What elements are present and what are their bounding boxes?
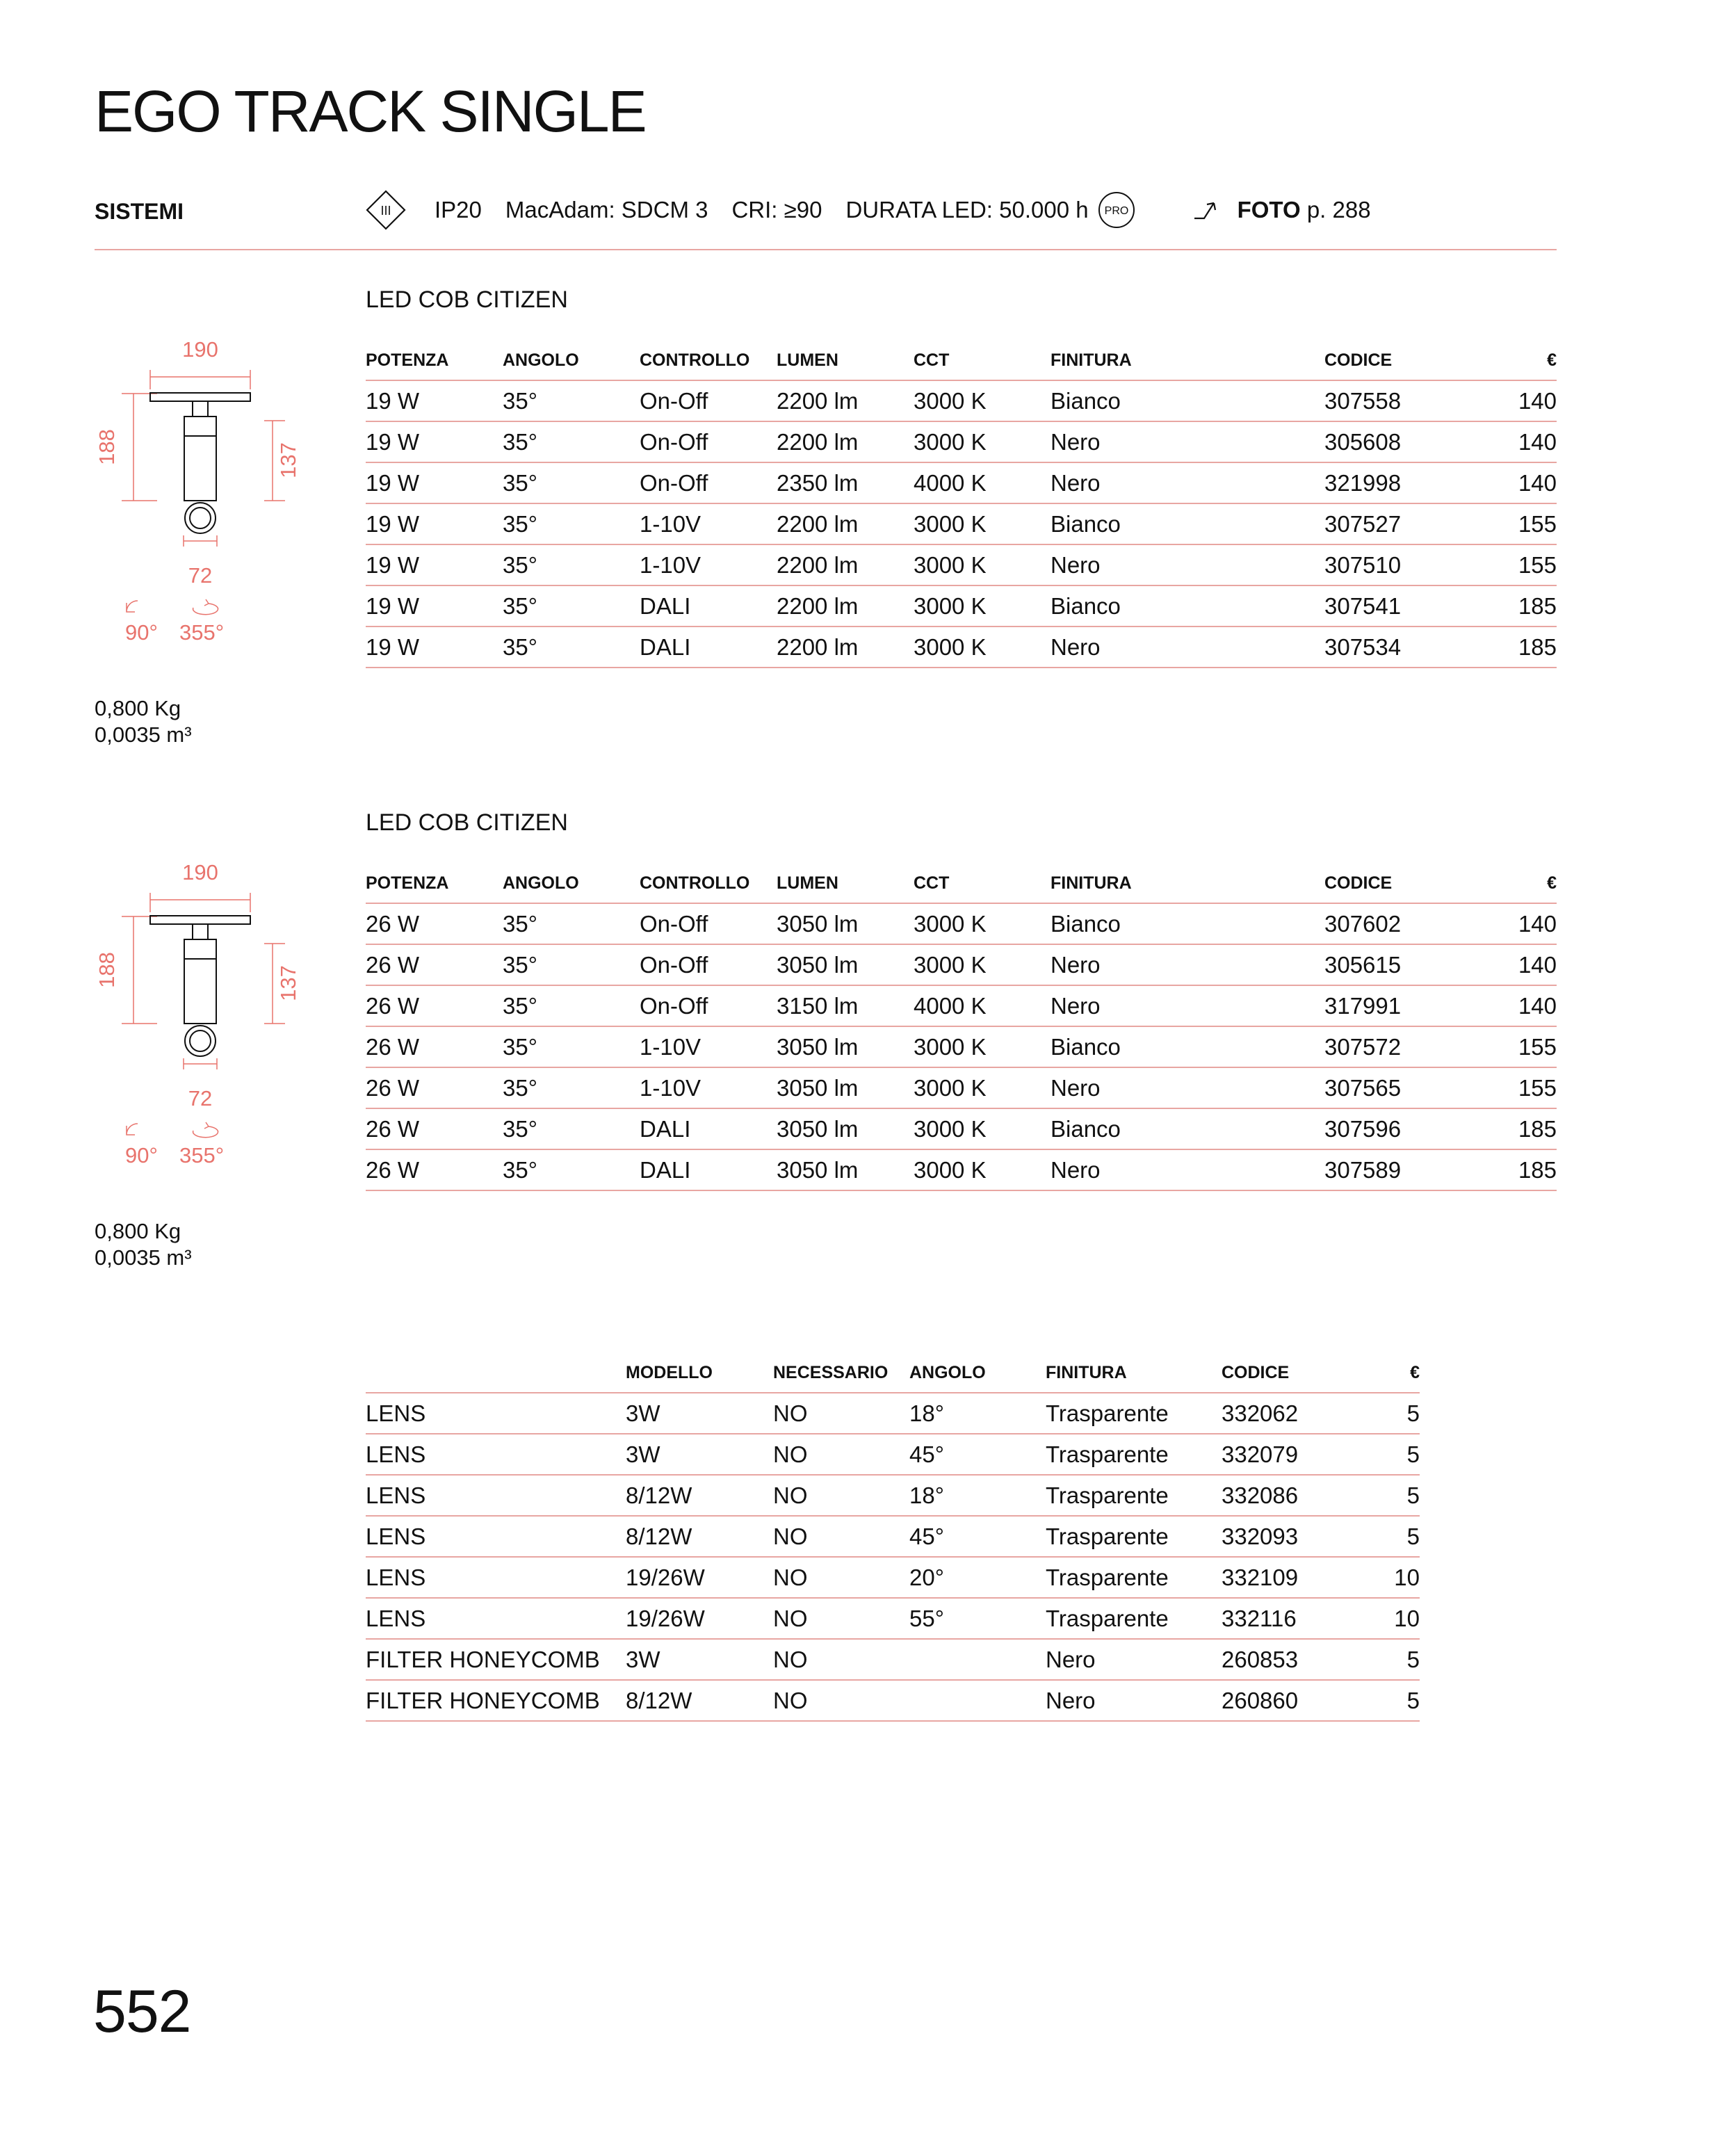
col-finitura: FINITURA: [1050, 864, 1324, 903]
svg-text:188: 188: [95, 952, 119, 988]
cell: 19 W: [366, 421, 503, 462]
cell: 19 W: [366, 503, 503, 544]
cell: 3050 lm: [777, 944, 914, 985]
cell: 3000 K: [914, 380, 1050, 421]
cell: 18°: [909, 1393, 1046, 1434]
cell: On-Off: [640, 421, 777, 462]
cell: 3000 K: [914, 1026, 1050, 1067]
col-lumen: LUMEN: [777, 341, 914, 380]
cell: 140: [1463, 944, 1557, 985]
col-lumen: LUMEN: [777, 864, 914, 903]
cell: 35°: [503, 421, 640, 462]
col-controllo: CONTROLLO: [640, 864, 777, 903]
cell: DALI: [640, 1108, 777, 1149]
cell: 35°: [503, 1108, 640, 1149]
cell: 3050 lm: [777, 1067, 914, 1108]
cell: 185: [1463, 1108, 1557, 1149]
svg-text:190: 190: [182, 860, 218, 884]
col-price: €: [1463, 341, 1557, 380]
cell: 155: [1463, 1067, 1557, 1108]
col-codice: CODICE: [1324, 864, 1463, 903]
cell: 2200 lm: [777, 503, 914, 544]
cell: 10: [1349, 1557, 1420, 1598]
foto-label: FOTO: [1237, 197, 1301, 223]
table-row: [366, 380, 1557, 421]
cell: Bianco: [1050, 380, 1324, 421]
cell: 8/12W: [626, 1516, 773, 1557]
table-row: [366, 1639, 1420, 1680]
cell: FILTER HONEYCOMB: [366, 1680, 626, 1721]
table-row: [366, 903, 1557, 944]
svg-text:90°: 90°: [125, 620, 158, 645]
cell: 307596: [1324, 1108, 1463, 1149]
cell: NO: [773, 1639, 909, 1680]
cell: 35°: [503, 1026, 640, 1067]
cell: 5: [1349, 1516, 1420, 1557]
cell: 155: [1463, 1026, 1557, 1067]
cell: LENS: [366, 1434, 626, 1475]
table-row: [366, 1598, 1420, 1639]
cell: LENS: [366, 1516, 626, 1557]
cell: 3000 K: [914, 627, 1050, 668]
svg-text:72: 72: [188, 563, 213, 588]
svg-text:355°: 355°: [179, 1143, 225, 1167]
cell: DALI: [640, 627, 777, 668]
cell: 35°: [503, 627, 640, 668]
svg-text:190: 190: [182, 337, 218, 362]
cell: 26 W: [366, 1067, 503, 1108]
cell: 3W: [626, 1434, 773, 1475]
cell: DALI: [640, 1149, 777, 1190]
cell: 185: [1463, 1149, 1557, 1190]
cell: Nero: [1050, 462, 1324, 503]
cell: 317991: [1324, 985, 1463, 1026]
cell: 19 W: [366, 380, 503, 421]
volume: 0,0035 m³: [95, 1245, 192, 1270]
col-angolo: ANGOLO: [503, 341, 640, 380]
table-row: [366, 1516, 1420, 1557]
cell: Nero: [1050, 544, 1324, 585]
table-row: [366, 1067, 1557, 1108]
cell: 305615: [1324, 944, 1463, 985]
cri-value: CRI: ≥90: [731, 197, 822, 223]
table-header-row: [366, 864, 1557, 903]
table-row: [366, 1149, 1557, 1190]
table-row: [366, 503, 1557, 544]
cell: Bianco: [1050, 1026, 1324, 1067]
cell: 35°: [503, 585, 640, 627]
svg-text:188: 188: [95, 429, 119, 465]
weight: 0,800 Kg: [95, 696, 181, 720]
cell: 26 W: [366, 944, 503, 985]
cell: 3W: [626, 1393, 773, 1434]
cell: 332079: [1222, 1434, 1349, 1475]
cell: 8/12W: [626, 1680, 773, 1721]
section-title: LED COB CITIZEN: [366, 286, 568, 313]
foto-link[interactable]: [1238, 197, 1371, 223]
weight: 0,800 Kg: [95, 1219, 181, 1243]
cell: 185: [1463, 585, 1557, 627]
cell: 45°: [909, 1516, 1046, 1557]
macadam-value: MacAdam: SDCM 3: [505, 197, 708, 223]
cell: LENS: [366, 1557, 626, 1598]
cell: 140: [1463, 462, 1557, 503]
cell: 35°: [503, 503, 640, 544]
cell: 55°: [909, 1598, 1046, 1639]
cell: 3050 lm: [777, 1026, 914, 1067]
cell: NO: [773, 1516, 909, 1557]
cell: 140: [1463, 985, 1557, 1026]
col-price: €: [1349, 1353, 1420, 1393]
cell: 332116: [1222, 1598, 1349, 1639]
cell: 260853: [1222, 1639, 1349, 1680]
cell: 26 W: [366, 985, 503, 1026]
accessories-table: [366, 1353, 1420, 1722]
svg-text:90°: 90°: [125, 1143, 158, 1167]
col-angolo: ANGOLO: [909, 1353, 1046, 1393]
cell: 45°: [909, 1434, 1046, 1475]
cell: 2200 lm: [777, 421, 914, 462]
col-cct: CCT: [914, 341, 1050, 380]
svg-text:137: 137: [276, 442, 300, 478]
cell: 19 W: [366, 627, 503, 668]
cell: 307527: [1324, 503, 1463, 544]
svg-text:72: 72: [188, 1086, 213, 1110]
cell: On-Off: [640, 462, 777, 503]
cell: 10: [1349, 1598, 1420, 1639]
table-row: [366, 1393, 1420, 1434]
cell: 3000 K: [914, 421, 1050, 462]
cell: 2200 lm: [777, 380, 914, 421]
table-row: [366, 944, 1557, 985]
cell: 3000 K: [914, 503, 1050, 544]
col-codice: CODICE: [1222, 1353, 1349, 1393]
cell: On-Off: [640, 944, 777, 985]
cell: Trasparente: [1046, 1393, 1222, 1434]
cell: 35°: [503, 1067, 640, 1108]
section-title: LED COB CITIZEN: [366, 809, 568, 836]
cell: Nero: [1050, 627, 1324, 668]
cell: 332086: [1222, 1475, 1349, 1516]
cell: 26 W: [366, 1108, 503, 1149]
cell: Trasparente: [1046, 1434, 1222, 1475]
col-cct: CCT: [914, 864, 1050, 903]
spec-bar: [365, 182, 1371, 238]
cell: On-Off: [640, 903, 777, 944]
cell: 307541: [1324, 585, 1463, 627]
cell: 2200 lm: [777, 544, 914, 585]
cell: 307602: [1324, 903, 1463, 944]
cell: 155: [1463, 544, 1557, 585]
cell: 140: [1463, 421, 1557, 462]
col-modello: MODELLO: [626, 1353, 773, 1393]
led-lifetime: DURATA LED: 50.000 h: [845, 197, 1089, 223]
foto-page: p. 288: [1306, 197, 1371, 223]
svg-text:III: III: [380, 204, 391, 218]
table-header-row: [366, 341, 1557, 380]
cell: 307558: [1324, 380, 1463, 421]
svg-text:PRO: PRO: [1104, 205, 1128, 217]
weight-info: [95, 1218, 192, 1271]
table-row: [366, 627, 1557, 668]
table-row: [366, 1108, 1557, 1149]
col-codice: CODICE: [1324, 341, 1463, 380]
cell: NO: [773, 1475, 909, 1516]
cell: 332109: [1222, 1557, 1349, 1598]
cell: 19/26W: [626, 1598, 773, 1639]
cell: 2200 lm: [777, 627, 914, 668]
cell: 3000 K: [914, 1149, 1050, 1190]
col-item: [366, 1353, 626, 1393]
technical-drawing: [83, 850, 320, 1177]
ip-rating: IP20: [435, 197, 482, 223]
cell: 26 W: [366, 1026, 503, 1067]
svg-text:355°: 355°: [179, 620, 225, 645]
cell: 5: [1349, 1434, 1420, 1475]
table-row: [366, 462, 1557, 503]
table-row: [366, 585, 1557, 627]
cell: 35°: [503, 903, 640, 944]
cell: 321998: [1324, 462, 1463, 503]
cell: 35°: [503, 380, 640, 421]
section-label: SISTEMI: [95, 199, 184, 224]
safety-class-icon: [365, 189, 407, 231]
cell: Nero: [1046, 1639, 1222, 1680]
cell: 3000 K: [914, 544, 1050, 585]
cell: 307572: [1324, 1026, 1463, 1067]
cell: Nero: [1050, 421, 1324, 462]
cell: 8/12W: [626, 1475, 773, 1516]
cell: 307565: [1324, 1067, 1463, 1108]
cell: 1-10V: [640, 1067, 777, 1108]
col-potenza: POTENZA: [366, 864, 503, 903]
cell: 19 W: [366, 585, 503, 627]
cell: 307534: [1324, 627, 1463, 668]
cell: 1-10V: [640, 544, 777, 585]
cell: 35°: [503, 544, 640, 585]
cell: Trasparente: [1046, 1598, 1222, 1639]
cell: Trasparente: [1046, 1557, 1222, 1598]
col-angolo: ANGOLO: [503, 864, 640, 903]
cell: Nero: [1050, 1149, 1324, 1190]
page-title: EGO TRACK SINGLE: [95, 79, 646, 144]
cell: NO: [773, 1557, 909, 1598]
cell: 4000 K: [914, 985, 1050, 1026]
cell: 1-10V: [640, 503, 777, 544]
cell: LENS: [366, 1393, 626, 1434]
cell: 35°: [503, 944, 640, 985]
cell: 4000 K: [914, 462, 1050, 503]
cell: FILTER HONEYCOMB: [366, 1639, 626, 1680]
cell: 26 W: [366, 903, 503, 944]
cell: NO: [773, 1680, 909, 1721]
table-header-row: [366, 1353, 1420, 1393]
cell: LENS: [366, 1475, 626, 1516]
cell: NO: [773, 1393, 909, 1434]
cell: NO: [773, 1434, 909, 1475]
cell: 3050 lm: [777, 1149, 914, 1190]
cell: 18°: [909, 1475, 1046, 1516]
cell: 19/26W: [626, 1557, 773, 1598]
cell: 5: [1349, 1680, 1420, 1721]
col-necessario: NECESSARIO: [773, 1353, 909, 1393]
cell: 332093: [1222, 1516, 1349, 1557]
table-row: [366, 1557, 1420, 1598]
col-finitura: FINITURA: [1050, 341, 1324, 380]
cell: 35°: [503, 985, 640, 1026]
cell: On-Off: [640, 985, 777, 1026]
cell: 35°: [503, 462, 640, 503]
table-row: [366, 985, 1557, 1026]
table-row: [366, 1434, 1420, 1475]
cell: 5: [1349, 1475, 1420, 1516]
cell: Bianco: [1050, 903, 1324, 944]
cell: 260860: [1222, 1680, 1349, 1721]
col-potenza: POTENZA: [366, 341, 503, 380]
cell: 35°: [503, 1149, 640, 1190]
cell: 140: [1463, 903, 1557, 944]
cell: 140: [1463, 380, 1557, 421]
weight-info: [95, 695, 192, 748]
cell: Bianco: [1050, 1108, 1324, 1149]
cell: 5: [1349, 1639, 1420, 1680]
cell: Nero: [1050, 985, 1324, 1026]
cell: 20°: [909, 1557, 1046, 1598]
cell: 2350 lm: [777, 462, 914, 503]
cell: [909, 1680, 1046, 1721]
cell: 26 W: [366, 1149, 503, 1190]
svg-text:137: 137: [276, 965, 300, 1001]
cell: DALI: [640, 585, 777, 627]
col-finitura: FINITURA: [1046, 1353, 1222, 1393]
cell: 1-10V: [640, 1026, 777, 1067]
product-table: [366, 864, 1557, 1191]
page-number: 552: [93, 1978, 191, 2045]
table-row: [366, 1475, 1420, 1516]
cell: Nero: [1046, 1680, 1222, 1721]
cell: On-Off: [640, 380, 777, 421]
product-table: [366, 341, 1557, 668]
cell: 332062: [1222, 1393, 1349, 1434]
col-controllo: CONTROLLO: [640, 341, 777, 380]
cell: NO: [773, 1598, 909, 1639]
cell: 307510: [1324, 544, 1463, 585]
cell: LENS: [366, 1598, 626, 1639]
table-row: [366, 1680, 1420, 1721]
cell: [909, 1639, 1046, 1680]
cell: 185: [1463, 627, 1557, 668]
cell: 307589: [1324, 1149, 1463, 1190]
cell: 5: [1349, 1393, 1420, 1434]
cell: 155: [1463, 503, 1557, 544]
cell: 305608: [1324, 421, 1463, 462]
cell: 3000 K: [914, 1067, 1050, 1108]
pro-icon: [1097, 191, 1136, 229]
volume: 0,0035 m³: [95, 722, 192, 747]
technical-drawing: [83, 327, 320, 654]
cell: Bianco: [1050, 503, 1324, 544]
cell: Nero: [1050, 944, 1324, 985]
cell: 19 W: [366, 544, 503, 585]
cell: 3000 K: [914, 903, 1050, 944]
header-divider: [95, 249, 1557, 250]
external-link-arrow-icon: [1192, 196, 1219, 224]
cell: 3050 lm: [777, 1108, 914, 1149]
table-row: [366, 421, 1557, 462]
table-row: [366, 544, 1557, 585]
cell: Nero: [1050, 1067, 1324, 1108]
cell: 3000 K: [914, 944, 1050, 985]
cell: Bianco: [1050, 585, 1324, 627]
cell: Trasparente: [1046, 1475, 1222, 1516]
cell: 3000 K: [914, 1108, 1050, 1149]
cell: 2200 lm: [777, 585, 914, 627]
cell: 19 W: [366, 462, 503, 503]
col-price: €: [1463, 864, 1557, 903]
cell: Trasparente: [1046, 1516, 1222, 1557]
cell: 3000 K: [914, 585, 1050, 627]
cell: 3150 lm: [777, 985, 914, 1026]
cell: 3050 lm: [777, 903, 914, 944]
table-row: [366, 1026, 1557, 1067]
cell: 3W: [626, 1639, 773, 1680]
